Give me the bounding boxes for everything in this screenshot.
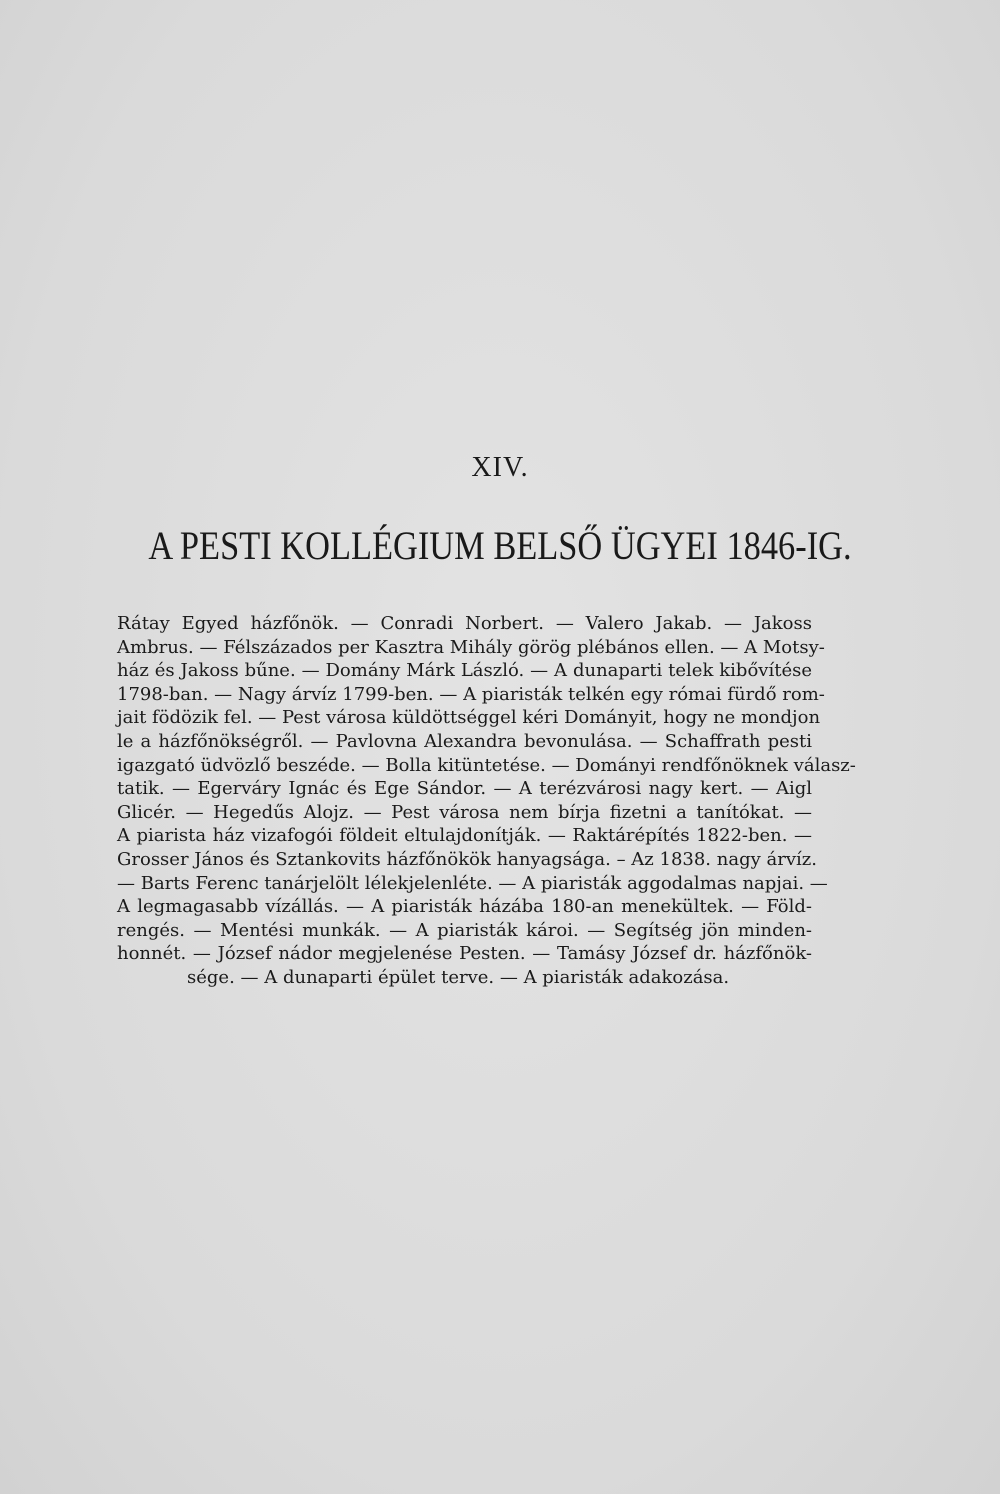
summary-line: le a házfőnökségről. — Pavlovna Alexandra bevonulása. — Schaffrath pesti [117, 730, 812, 752]
summary-line: 1798-ban. — Nagy árvíz 1799-ben. — A piaristák telkén egy római fürdő rom- [117, 683, 825, 705]
summary-line: — Barts Ferenc tanárjelölt lélekjelenléte. — A piaristák aggodalmas napjai. — [117, 872, 828, 894]
chapter-number: XIV. [471, 452, 529, 483]
summary-line: ház és Jakoss bűne. — Domány Márk László. — A dunaparti telek kibővítése [117, 660, 812, 682]
summary-line: Glicér. — Hegedűs Alojz. — Pest városa nem bírja fizetni a tanítókat. — [117, 801, 812, 823]
summary-line: Rátay Egyed házfőnök. — Conradi Norbert. — Valero Jakab. — Jakoss [117, 613, 812, 634]
summary-line: rengés. — Mentési munkák. — A piaristák károi. — Segítség jön minden- [117, 919, 812, 941]
summary-line: Grosser János és Sztankovits házfőnökök hanyagsága. – Az 1838. nagy árvíz. [117, 848, 817, 870]
summary-line: honnét. — József nádor megjelenése Pesten. — Tamásy József dr. házfőnök- [117, 943, 812, 965]
summary-line: sége. — A dunaparti épület terve. — A piaristák adakozása. [187, 966, 730, 988]
summary-line: tatik. — Egerváry Ignác és Ege Sándor. — A terézvárosi nagy kert. — Aigl [117, 778, 812, 800]
summary-line: A piarista ház vizafogói földeit eltulajdonítják. — Raktárépítés 1822-ben. — [117, 825, 812, 847]
summary-line: jait födözik fel. — Pest városa küldöttséggel kéri Dományit, hogy ne mondjon [117, 707, 821, 729]
summary-line: igazgató üdvözlő beszéde. — Bolla kitüntetése. — Dományi rendfőnöknek válasz- [117, 754, 856, 776]
chapter-title: A PESTI KOLLÉGIUM BELSŐ ÜGYEI 1846-IG. [148, 523, 852, 568]
summary-line: Ambrus. — Félszázados per Kasztra Mihály görög plébános ellen. — A Motsy- [117, 636, 825, 658]
summary-line: A legmagasabb vízállás. — A piaristák házába 180-an menekültek. — Föld- [117, 896, 812, 918]
chapter-summary [117, 612, 856, 990]
